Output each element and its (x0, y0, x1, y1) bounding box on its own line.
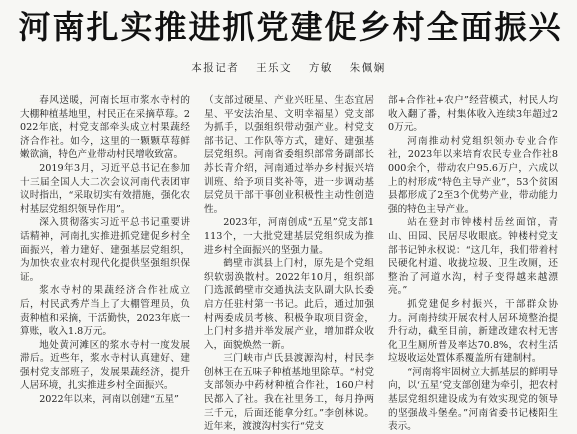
article-paragraph: 2023年，河南创成“五星”党支部1113个，一大批党建基层党组织成为推进乡村全面振兴的坚强力量。 (204, 217, 374, 256)
article-paragraph: 鹤壁市淇县上门村，原先是个党组织软弱涣散村。2022年10月，组织部门选派鹤壁市交通执法支队副大队长委启方任驻村第一书记。此后，通过加强村两委成员考核、积极争取项目资金，上门村多措并举发展产业，增加群众收入，面貌焕然一新。 (204, 258, 374, 351)
article-column-2 (204, 94, 374, 433)
article-headline: 河南扎实推进抓党建促乡村全面振兴 (18, 8, 563, 46)
article-paragraph: 2022年以来，河南以创建“五星” (39, 394, 179, 406)
byline-author: 朱佩娴 (349, 62, 386, 74)
article-paragraph: 浆水寺村的果蔬经济合作社成立后，村民武秀芹当上了大棚管理员，负责种植和采摘，干活勤快，2023年底一算账，收入1.8万元。 (20, 285, 190, 338)
article-paragraph: 地处黄河滩区的浆水寺村一度发展滞后。近些年，浆水寺村认真建好、建强村党支部班子，发展果蔬经济，提升人居环境，扎实推进乡村全面振兴。 (20, 339, 190, 392)
article-byline (0, 60, 577, 76)
byline-prefix: 本报记者 (191, 62, 240, 74)
byline-author: 王乐文 (256, 62, 293, 74)
article-paragraph: 抓党建促乡村振兴，干部群众协力。河南持续开展农村人居环境整治提升行动，截至目前，新建改建农村无害化卫生厕所普及率达70.8%，农村生活垃圾收运处置体系覆盖所有建制村。 (388, 298, 558, 365)
article-paragraph: 三门峡市卢氏县渡源沟村，村民李创林王在五味子种植基地里除草。“村党支部领办中药材种植合作社，160户村民都入了社。我在社里务工，每月挣两三千元，后面还能拿分红。”李创林说。近年来，渡渡沟村实行“党支 (204, 353, 374, 433)
article-paragraph: 深入贯彻落实习近平总书记重要讲话精神，河南扎实推进抓党建促乡村全面振兴，着力建好、建强基层党组织，为加快农业农村现代化提供坚强组织保证。 (20, 217, 190, 283)
article-paragraph: 部+合作社+农户”经营模式，村民人均收入翻了番，村集体收入连续3年超过20万元。 (388, 95, 558, 134)
article-column-1 (20, 94, 190, 420)
article-body (20, 94, 560, 433)
byline-author: 方敏 (308, 62, 333, 74)
article-paragraph: （支部过硬星、产业兴旺星、生态宜居星、平安法治星、文明幸福星）党支部为抓手，以强组织带动强产业。村党支部书记、工作队等方式，建好、建强基层党组织。河南省委组织部常务副部长苏长青介绍，河南通过举办乡村振兴培训班、给予项目奖补等，进一步调动基层党员干部干事创业积极性主动性创造性。 (204, 95, 374, 215)
article-paragraph: 2019年3月，习近平总书记在参加十三届全国人大二次会议河南代表团审议时指出，“采取切实有效措施，强化农村基层党组织领导作用”。 (20, 162, 190, 215)
article-column-3 (388, 94, 558, 433)
article-paragraph: 河南推动村党组织领办专业合作社，2023年以来培育农民专业合作社8000余个，带动农户95.6万户，六成以上的村形成“特色主导产业”，53个贫困县都形成了2至3个优势产业，带动能力强的特色主导产业。 (388, 135, 558, 215)
article-paragraph: 站在登封市钟楼村岳丝面馆，青山、田园、民居尽收眼底。钟楼村党支部书记钟永权说：“这几年，我们带着村民硬化村道、收拢垃圾、卫生改厕，还整治了河道水沟，村子变得越来越漂亮。” (388, 217, 558, 297)
article-paragraph: “河南将牢固树立大抓基层的鲜明导向，以‘五星’党支部创建为牵引，把农村基层党组织建设成为有效实现党的领导的坚强战斗堡垒。”河南省委书记楼阳生表示。 (388, 366, 558, 433)
article-paragraph: 春风送暖，河南长垣市浆水寺村的大棚种植基地里，村民正在采摘草莓。2022年底，村党支部牵头成立村果蔬经济合作社。如今，这里的一颗颗草莓鲜嫩欲滴，特色产业带动村民增收致富。 (20, 95, 190, 161)
